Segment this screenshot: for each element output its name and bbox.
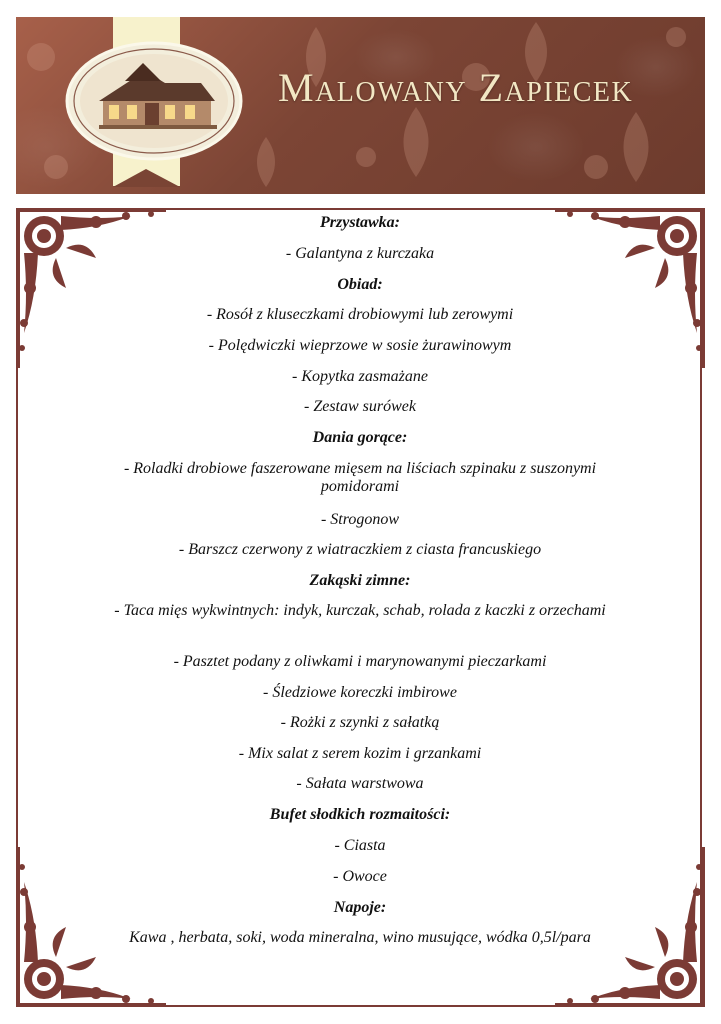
menu-item: - Owoce (333, 868, 387, 885)
menu-item: - Strogonow (320, 511, 400, 528)
menu-item: - Barszcz czerwony z wiatraczkiem z ciasta francuskiego (178, 541, 542, 558)
menu-item: - Rożki z szynki z sałatką (280, 714, 440, 731)
menu-item: - Rosół z kluseczkami drobiowymi lub zerowymi (206, 306, 514, 323)
menu-heading: Zakąski zimne: (309, 572, 411, 589)
brand-title: Malowany Zapiecek (278, 65, 634, 110)
menu-item: - Galantyna z kurczaka (285, 245, 435, 262)
menu-item: - Śledziowe koreczki imbirowe (263, 684, 457, 701)
menu-heading: Obiad: (337, 276, 383, 293)
logo-medallion (65, 41, 243, 161)
menu-item: - Polędwiczki wieprzowe w sosie żurawinowym (208, 337, 512, 354)
menu-item: - Pasztet podany z oliwkami i marynowanymi pieczarkami (173, 653, 547, 670)
menu-item: Kawa , herbata, soki, woda mineralna, wino musujące, wódka 0,5l/para (129, 929, 591, 946)
menu-item: - Kopytka zasmażane (292, 368, 428, 385)
menu-item: - Ciasta (334, 837, 386, 854)
menu-item: - Taca mięs wykwintnych: indyk, kurczak, schab, rolada z kaczki z orzechami (114, 602, 606, 619)
menu-item: - Roladki drobiowe faszerowane mięsem na liściach szpinaku z suszonymi pomidorami (123, 460, 597, 495)
menu-heading: Dania gorące: (312, 429, 408, 446)
menu-item: - Zestaw surówek (304, 398, 416, 415)
menu-item: - Sałata warstwowa (296, 775, 424, 792)
menu-heading: Przystawka: (320, 214, 400, 231)
menu-item: - Mix salat z serem kozim i grzankami (238, 745, 482, 762)
header-banner (16, 17, 705, 194)
menu-heading: Bufet słodkich rozmaitości: (269, 806, 451, 823)
menu-heading: Napoje: (333, 899, 387, 916)
